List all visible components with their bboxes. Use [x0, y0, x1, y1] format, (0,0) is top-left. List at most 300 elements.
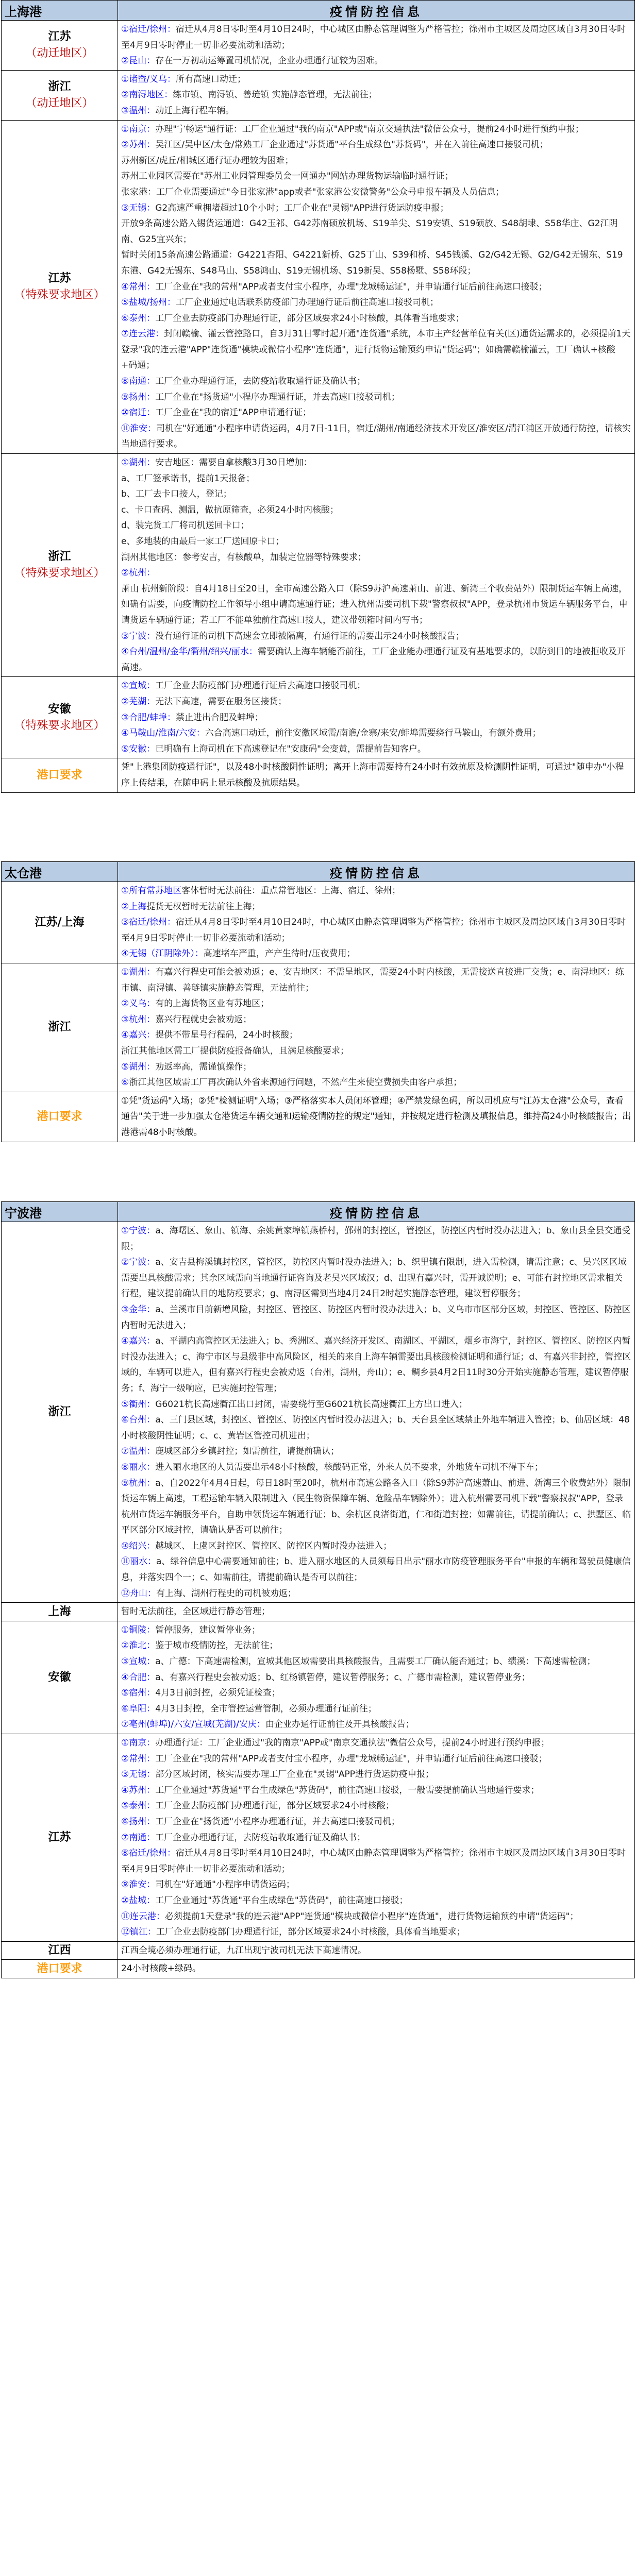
detail-line [121, 216, 631, 247]
item-text: 苏州新区/虎丘/相城区通行证办理较为困难； [121, 155, 294, 166]
region-cell [2, 963, 118, 1092]
region-name: 浙江 [48, 1021, 71, 1034]
item-text: 办理"宁畅运"通行证：工厂企业通过"我的南京"APP或"南京交通执法"微信公众号，提前24小时进行预约申报； [155, 124, 584, 134]
region-details [118, 1603, 635, 1621]
item-text: a、有嘉兴行程史会被劝返；b、红杨镇暂停，建议暂停服务；c、广德市需检测，建议暂停业务； [155, 1672, 530, 1683]
item-number: ④ [121, 1672, 129, 1683]
item-city: 丽水： [130, 1556, 156, 1567]
item-city: 泰州： [129, 313, 156, 324]
item-text: a、兰溪市目前新增风险，封控区、管控区、防控区内暂时没办法进入；b、义乌市市区部分区域，封控区、管控区、防控区内暂时无法进入； [121, 1304, 631, 1331]
item-text: 宿迁从4月8日零时至4月10日24时，中心城区由静态管理调整为严格管控；徐州市主城区及周边区域自3月30日零时至4月9日零时停止一切非必要流动和活动； [121, 1848, 626, 1874]
item-number: ⑥ [121, 1816, 129, 1827]
detail-line [121, 550, 631, 566]
port-name: 太仓港 [2, 862, 118, 882]
detail-line [121, 455, 631, 471]
item-text: 萧山 杭州新阶段：自4月18日至20日，全市高速公路入口（除S9苏沪高速萧山、前进、新湾三个收费站外）限制货运车辆上高速，如确有需要，向疫情防控工作领导小组申请高速通行证；进入杭州需要司机下载"警察叔叔"APP，登录杭州市货运车辆服务平台，申请货运车辆通行证；若工厂不能单独前往高速口接人，建议带领箱时间内写书； [121, 583, 628, 625]
region-name: 江西 [48, 1944, 71, 1957]
region-details [118, 120, 635, 453]
item-city: 安徽： [129, 743, 156, 754]
item-number: ③ [121, 1304, 129, 1315]
detail-line [121, 1075, 631, 1091]
detail-line [121, 122, 631, 138]
detail-line [121, 1654, 631, 1670]
item-number: ⑫ [121, 1927, 130, 1938]
item-number: ① [121, 886, 129, 896]
item-text: 有嘉兴行程史可能会被劝返；e、安吉地区：不需呈地区，需要24小时内核酸，无需接送直接进厂交货；e、南浔地区：练市镇、南浔镇、善琏镇实施静态管理，无法前往； [121, 967, 624, 993]
item-text: 无法下高速，需要在服务区接货； [155, 696, 287, 707]
item-city: 扬州： [129, 1816, 156, 1827]
item-text: 动迁上海行程车辆。 [155, 105, 235, 116]
item-city: 昆山： [129, 56, 156, 66]
detail-line [121, 1586, 631, 1602]
item-text: 工厂企业去防疫部门办理通行证，部分区域要求24小时核酸； [155, 1801, 394, 1811]
item-number: ⑤ [121, 1688, 129, 1699]
item-city: 淮北： [129, 1640, 156, 1651]
item-text: a、海曙区、象山、镇海、余姚黄家埠镇燕桥村，鄞州的封控区，管控区，防控区内暂时没办法进入；b、象山县全县交通受限； [121, 1226, 631, 1252]
item-city: 南浔地区： [129, 90, 173, 100]
detail-line [121, 87, 631, 103]
detail-line [121, 1717, 631, 1733]
item-number: ③ [121, 1769, 129, 1780]
item-city: 衢州： [129, 1399, 156, 1410]
item-text: 已明确有上海司机在下高速登记在"安康码"会变黄，需提前告知客户。 [155, 743, 426, 754]
item-text: 所有高速口动迁； [175, 74, 246, 84]
item-city: 温州： [129, 105, 156, 116]
item-text: 工厂企业去防疫部门办理通行证后去高速口接驳司机； [155, 681, 366, 691]
detail-line [121, 883, 631, 899]
item-city: 南京： [129, 124, 156, 134]
item-city: 淮安： [129, 1879, 156, 1890]
item-number: ⑨ [121, 392, 129, 402]
detail-line [121, 899, 631, 915]
region-cell [2, 21, 118, 71]
item-number: ② [121, 998, 129, 1009]
item-number: ⑪ [121, 1911, 130, 1922]
region-cell [2, 1621, 118, 1734]
port-requirement-text: 凭"上港集团防疫通行证"，以及48小时核酸阴性证明；离开上海市需要持有24小时有效抗原及检测阴性证明，可通过"随申办"小程序上传结果，在随申码上显示核酸及抗原结果。 [118, 758, 635, 792]
region-row [2, 882, 635, 963]
region-row [2, 21, 635, 71]
region-details [118, 70, 635, 120]
region-details [118, 1621, 635, 1734]
item-number: ⑦ [121, 1446, 129, 1457]
region-row [2, 120, 635, 453]
region-name: 浙江 [48, 80, 71, 93]
detail-line [121, 741, 631, 757]
item-text: 工厂企业通过电话联系防疫部门办理通行证后前往高速口接驳司机； [175, 297, 439, 308]
port-name: 上海港 [2, 1, 118, 21]
detail-line [121, 1059, 631, 1075]
item-city: 绍兴： [129, 1540, 156, 1551]
item-text: 工厂企业在"扬货通"小程序办理通行证，并去高速口接驳司机； [155, 392, 400, 402]
detail-line [121, 710, 631, 726]
item-city: 湖州： [129, 1061, 156, 1072]
item-number: ① [121, 681, 129, 691]
detail-line [121, 295, 631, 311]
item-text: 工厂企业去防疫部门办理通行证，部分区域要求24小时核酸，具体看当地要求； [156, 1927, 465, 1938]
detail-line [121, 565, 631, 581]
item-number: ③ [121, 202, 129, 213]
item-city: 宁波： [129, 1257, 156, 1268]
item-number: ③ [121, 1656, 129, 1667]
item-text: 工厂企业通过"苏货通"平台生成绿色"苏货码"，前往高速口接驳； [155, 1895, 408, 1906]
detail-line [121, 1223, 631, 1255]
item-text: 提货无权暂时无法前往上海； [146, 901, 261, 912]
region-subtitle: （特殊要求地区） [14, 288, 105, 301]
item-city: 宿迁： [129, 408, 156, 418]
item-text: 客体暂时无法前往：重点常管地区：上海、宿迁、徐州； [181, 886, 401, 896]
detail-line [121, 1877, 631, 1893]
detail-line [121, 1751, 631, 1767]
detail-line [121, 22, 631, 53]
region-details [118, 1222, 635, 1603]
item-number: ④ [121, 1336, 129, 1347]
item-number: ⑨ [121, 1478, 129, 1488]
region-name: 江苏 [48, 1831, 71, 1844]
item-text: 湖州其他地区：参考安吉，有核酸单，加装定位器等特殊要求； [121, 552, 366, 563]
item-city: 无锡： [129, 202, 156, 213]
item-text: 练市镇、南浔镇、善琏镇 实施静态管理，无法前往； [173, 90, 377, 100]
detail-line [121, 72, 631, 88]
item-number: ④ [121, 647, 129, 657]
region-details [118, 882, 635, 963]
region-row [2, 1734, 635, 1942]
item-number: ⑧ [121, 1462, 129, 1472]
detail-line [121, 1783, 631, 1799]
item-text: 工厂企业通过"苏货通"平台生成绿色"苏货码"，前往高速口接驳，一般需要提前确认当地通行要求； [155, 1785, 540, 1795]
detail-line [121, 1444, 631, 1460]
item-city: 嘉兴： [129, 1336, 156, 1347]
detail-line [121, 1830, 631, 1846]
region-rows [2, 21, 635, 758]
item-city: 嘉兴： [129, 1030, 156, 1041]
item-city: 丽水： [129, 1462, 156, 1472]
item-number: ② [121, 1753, 129, 1764]
detail-line [121, 1943, 631, 1959]
item-city: 南通： [129, 1832, 156, 1843]
item-city: 宿迁/徐州： [129, 24, 176, 35]
region-subtitle: （动迁地区） [25, 46, 94, 60]
item-text: 工厂企业在"扬货通"小程序办理通行证，并去高速口接驳司机； [155, 1816, 400, 1827]
item-city: 阜阳： [129, 1703, 156, 1714]
item-city: 宁波： [129, 1226, 156, 1236]
item-number: ④ [121, 1030, 129, 1041]
item-city: 连云港： [130, 1911, 165, 1922]
item-text: 苏州工业园区需要在"苏州工业园管理委员会一网通办"网站办理货物运输临时通行证； [121, 171, 454, 182]
detail-line [121, 53, 631, 69]
item-number: ① [121, 24, 129, 35]
item-number: ③ [121, 712, 129, 723]
detail-line [121, 964, 631, 996]
detail-line [121, 1012, 631, 1028]
item-text: 由企业办通行证前往及开具核酸报告； [265, 1719, 414, 1730]
section-title: 疫情防控信息 [118, 1202, 635, 1222]
region-name: 上海 [48, 1605, 71, 1618]
detail-line [121, 1893, 631, 1909]
region-cell [2, 1222, 118, 1603]
detail-line [121, 518, 631, 534]
item-city: 宿州： [129, 1688, 156, 1699]
detail-line [121, 996, 631, 1012]
item-text: 开放9条高速公路入锡货运通道：G42玉祁、G42苏南硕放机场、S19羊尖、S19安镇、S19硕放、S48胡埭、S58华庄、G2江阴南、G25宜兴东； [121, 218, 618, 245]
item-city: 宁波： [129, 631, 156, 641]
item-text: 安吉地区：需要自拿核酸3月30日增加： [155, 457, 312, 468]
item-number: ① [121, 457, 129, 468]
item-number: ③ [121, 917, 129, 928]
detail-line [121, 1554, 631, 1585]
detail-line [121, 678, 631, 694]
item-text: 司机在"好通通"小程序申请货运码，4月7日-11日，宿迁/湖州/南通经济技术开发区/淮安区/清江浦区开放通行防控，请核实当地通行要求。 [121, 423, 631, 450]
item-city: 铜陵： [129, 1624, 156, 1635]
region-cell [2, 1941, 118, 1960]
item-text: 禁止进出合肥及蚌埠； [175, 712, 263, 723]
detail-line [121, 153, 631, 169]
item-number: ⑩ [121, 408, 129, 418]
item-number: ② [121, 1257, 129, 1268]
item-text: 必须提前1天登录"我的连云港"APP"连货通"模块或微信小程序"连货通"，进行货物运输预约申请"货运码"； [165, 1911, 579, 1922]
section-ningbo-port [1, 1201, 635, 1978]
detail-line [121, 629, 631, 645]
section-shanghai-port [1, 0, 635, 793]
detail-line [121, 1814, 631, 1830]
item-number: ② [121, 90, 129, 100]
detail-line [121, 1538, 631, 1554]
item-text: 劝返率高，需谨慎操作； [155, 1061, 252, 1072]
item-text: a、广德：下高速需检测，宣城其他区域需要出具核酸报告，且需要工厂确认能否通过；b、绩溪：下高速需检测； [155, 1656, 596, 1667]
item-number: ⑤ [121, 1399, 129, 1410]
detail-line [121, 1604, 631, 1620]
item-text: e、多地装的由最后一家工厂送回原卡口； [121, 536, 284, 547]
item-text: 部分区域封闭，核实需要办理工厂企业在"灵锡"APP进行货运防疫申报； [155, 1769, 434, 1780]
region-details [118, 963, 635, 1092]
item-number: ④ [121, 281, 129, 292]
detail-line [121, 1924, 631, 1940]
item-number: ② [121, 56, 129, 66]
item-text: 4月3日前封控，必须凭证检查； [155, 1688, 280, 1699]
detail-line [121, 1701, 631, 1717]
item-text: d、装完货工厂将司机送回卡口； [121, 520, 249, 531]
port-requirement-label: 港口要求 [2, 758, 118, 792]
item-text: 工厂企业在"我的常州"APP或者支付宝小程序，办理"龙城畅运证"，并申请通行证后前往高速口接驳； [155, 1753, 547, 1764]
region-row [2, 677, 635, 758]
item-city: 合肥： [129, 1672, 156, 1683]
item-text: 六合高速口动迁，前往安徽区域需/南谯/金寨/来安/蚌埠需要绕行马鞍山，有额外费用； [205, 728, 541, 739]
item-number: ④ [121, 948, 129, 959]
item-city: 无锡： [129, 1769, 156, 1780]
region-rows [2, 882, 635, 1092]
item-text: 鉴于城市疫情防控，无法前往； [155, 1640, 278, 1651]
item-number: ③ [121, 1014, 129, 1025]
item-number: ① [121, 1226, 129, 1236]
item-text: a、绿谷信息中心需要通知前往；b、进入丽水地区的人员须每日出示"丽水市防疫管理服务平台"申报的车辆和驾驶员健康信息，并落实四个一；c、如需前往，请提前确认是否可以前往； [121, 1556, 631, 1583]
item-text: 越城区、上虞区封控区、管控区、防控区内暂时没办法进入； [155, 1540, 392, 1551]
port-requirement-text: 24小时核酸+绿码。 [118, 1960, 635, 1978]
item-city: 南京： [129, 1738, 156, 1748]
item-text: 张家港：工厂企业需要通过"今日张家港"app或者"张家港公安微警务"公众号申报车辆及人员信息； [121, 187, 505, 197]
detail-line [121, 247, 631, 279]
item-number: ③ [121, 631, 129, 641]
port-name: 宁波港 [2, 1202, 118, 1222]
item-number: ⑩ [121, 1895, 129, 1906]
item-number: ⑤ [121, 1801, 129, 1811]
detail-line [121, 421, 631, 452]
detail-line [121, 581, 631, 629]
detail-line [121, 1397, 631, 1413]
item-number: ① [121, 124, 129, 134]
region-row [2, 454, 635, 677]
region-cell [2, 1734, 118, 1942]
item-city: 湖州： [129, 967, 156, 977]
detail-line [121, 1027, 631, 1043]
item-text: 有上海、湖州行程史的司机被劝返； [156, 1588, 296, 1599]
detail-line [121, 725, 631, 741]
item-city: 淮安： [130, 423, 156, 434]
region-details [118, 677, 635, 758]
item-number: ⑤ [121, 297, 129, 308]
region-name: 浙江 [48, 1405, 71, 1419]
item-number: ① [121, 74, 129, 84]
region-cell [2, 70, 118, 120]
item-city: 盐城： [129, 1895, 156, 1906]
item-text: 有的上海货物区业有苏地区； [155, 998, 270, 1009]
region-name: 江苏/上海 [35, 916, 85, 929]
detail-line [121, 914, 631, 946]
region-cell [2, 120, 118, 453]
detail-line [121, 103, 631, 119]
region-row [2, 70, 635, 120]
item-number: ⑦ [121, 1719, 129, 1730]
section-title: 疫情防控信息 [118, 862, 635, 882]
item-text: 封闭赣榆、灌云管控路口，自3月31日零时起开通"连货通"系统，本市主产经营单位有关(区)通货运需求的，必须提前1天登录"我的连云港"APP"连货通"模块或微信小程序"连货通"，进行货物运输预约申请"货运码"；如确需赣榆灌云，工厂确认+核酸+码通； [121, 329, 631, 371]
detail-line [121, 471, 631, 487]
detail-line [121, 311, 631, 327]
item-text: 高速堵车严重，产产生待时/压夜费用； [203, 948, 356, 959]
item-text: 工厂企业在"我的常州"APP或者支付宝小程序，办理"龙城畅运证"，并申请通行证后前往高速口接驳； [155, 281, 547, 292]
region-cell [2, 454, 118, 677]
detail-line [121, 1685, 631, 1701]
region-cell [2, 1603, 118, 1621]
item-city: 杭州： [129, 1014, 156, 1025]
item-number: ⑥ [121, 1703, 129, 1714]
detail-line [121, 1412, 631, 1444]
item-number: ⑧ [121, 1848, 129, 1859]
item-number: ⑧ [121, 376, 129, 387]
item-number: ② [121, 901, 129, 912]
region-details [118, 1734, 635, 1942]
item-text: 吴江区/吴中区/太仓/常熟工厂企业通过"苏货通"平台生成绿色"苏货码"，并在入前往高速口接驳司机； [155, 140, 548, 150]
item-text: 鹿城区部分乡镇封控；如需前往，请提前确认； [155, 1446, 340, 1457]
detail-line [121, 405, 631, 421]
region-row [2, 1621, 635, 1734]
item-city: 湖州： [129, 457, 156, 468]
detail-line [121, 1255, 631, 1302]
item-text: 浙江其他区域需工厂再次确认外省来源通行问题，不然产生来使空费损失由客户承担； [129, 1077, 462, 1088]
item-city: 宣城： [129, 1656, 156, 1667]
port-requirement-label: 港口要求 [2, 1960, 118, 1978]
item-text: 没有通行证的司机下高速会立即被隔离，有通行证的需要出示24小时核酸报告； [155, 631, 464, 641]
item-number: ① [121, 1738, 129, 1748]
detail-line [121, 1638, 631, 1654]
detail-line [121, 1767, 631, 1783]
item-city: 温州： [129, 1446, 156, 1457]
item-text: 进入丽水地区的人员需要出示48小时核酸，核酸码正常，外来人员不要求，外地货车司机不得下车； [155, 1462, 543, 1472]
detail-line [121, 374, 631, 389]
item-number: ② [121, 140, 129, 150]
region-details [118, 454, 635, 677]
item-city: 镇江： [130, 1927, 156, 1938]
item-number: ⑪ [121, 1556, 130, 1567]
item-text: 存在一万初动运筹置司机情况，企业办理通行证较为困难。 [155, 56, 383, 66]
region-subtitle: （特殊要求地区） [14, 567, 105, 580]
section-taicang-port [1, 861, 635, 1142]
item-text: 工厂企业在"我的宿迁"APP申请通行证； [155, 408, 312, 418]
item-number: ⑥ [121, 1415, 129, 1426]
item-number: ⑩ [121, 1540, 129, 1551]
item-text: G2高速严重拥堵超过10个小时；工厂企业在"灵锡"APP进行货运防疫申报； [155, 202, 449, 213]
item-text: a、三门县区域，封控区、管控区、防控区内暂时没办法进入；b、天台县全区域禁止外地车辆进入管控；b、仙居区域：48小时核酸阴性证明；c、c、黄岩区管控司机进出； [121, 1415, 630, 1441]
item-city: 金华： [129, 1304, 156, 1315]
port-requirement-text: ①凭"货运码"入场；②凭"检测证明"入场；③严格落实本人员闭环管理；④严禁发绿色码，所以司机应与"江苏太仓港"公众号，查看通告"关于进一步加强太仓港货运车辆交通和运输疫情防控的规定"通知，并按规定进行检测及填报信息，维持高24小时核酸报告；出港港需48小时核酸。 [118, 1092, 635, 1142]
detail-line [121, 644, 631, 675]
item-city: 宿迁/徐州： [129, 917, 176, 928]
item-number: ⑤ [121, 743, 129, 754]
item-number: ⑦ [121, 1832, 129, 1843]
item-city: 上海 [129, 901, 147, 912]
item-number: ⑦ [121, 329, 129, 340]
region-row [2, 1222, 635, 1603]
item-city: 芜湖： [129, 696, 156, 707]
detail-line [121, 326, 631, 374]
detail-line [121, 184, 631, 200]
item-city: 马鞍山/淮南/六安： [129, 728, 205, 739]
item-text: 暂时无法前往，全区域进行静态管理； [121, 1606, 270, 1617]
region-name: 江苏 [48, 272, 71, 285]
region-name: 江苏 [48, 30, 71, 43]
item-city: 常州： [129, 1753, 156, 1764]
item-city: 宣城： [129, 681, 156, 691]
port-requirement-label: 港口要求 [2, 1092, 118, 1142]
item-city: 杭州： [129, 568, 156, 579]
item-city: 苏州： [129, 1785, 156, 1795]
detail-line [121, 1460, 631, 1476]
item-city: 诸暨/义乌： [129, 74, 176, 84]
item-text: 暂停服务，建议暂停业务； [155, 1624, 261, 1635]
item-city: 义乌： [129, 998, 156, 1009]
section-title: 疫情防控信息 [118, 1, 635, 21]
region-row [2, 1941, 635, 1960]
detail-line [121, 1735, 631, 1751]
item-text: 工厂企业去防疫部门办理通行证，部分区域要求24小时核酸，具体看当地要求； [155, 313, 464, 324]
detail-line [121, 168, 631, 184]
detail-line [121, 486, 631, 502]
detail-line [121, 694, 631, 710]
item-number: ⑥ [121, 313, 129, 324]
item-city: 苏州： [129, 140, 156, 150]
item-text: 需要确认上海车辆能否前往，工厂企业能办理通行证及有基地要求的，以防到目的地被拒收及开高速。 [121, 647, 626, 673]
item-city: 泰州： [129, 1801, 156, 1811]
region-name: 安徽 [48, 702, 71, 716]
item-city: 连云港： [129, 329, 164, 340]
item-number: ⑤ [121, 1061, 129, 1072]
region-name: 安徽 [48, 1670, 71, 1684]
item-city: 常州： [129, 281, 156, 292]
item-city: 所有常苏地区 [129, 886, 182, 896]
detail-line [121, 1845, 631, 1877]
item-city: 无锡（江阴除外）： [129, 948, 204, 959]
region-subtitle: （特殊要求地区） [14, 719, 105, 732]
item-number: ② [121, 1640, 129, 1651]
detail-line [121, 389, 631, 405]
